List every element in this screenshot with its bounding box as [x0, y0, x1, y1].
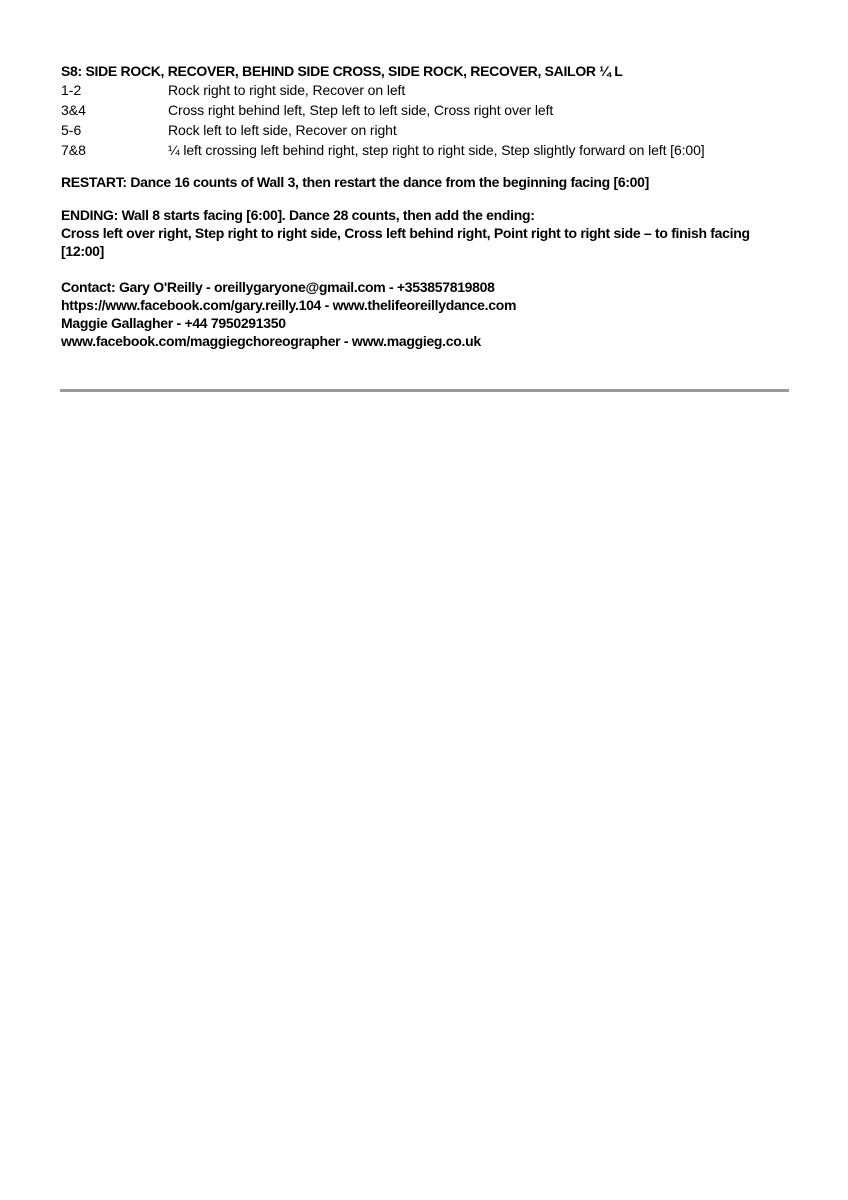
step-row: [61, 120, 789, 140]
stepsheet-page: [61, 62, 789, 350]
step-count: 1-2: [61, 82, 82, 98]
step-count: 5-6: [61, 122, 82, 138]
step-description: Rock left to left side, Recover on right: [168, 122, 397, 138]
ending-note: [61, 206, 789, 260]
contact-line: https://www.facebook.com/gary.reilly.104 - www.thelifeoreillydance.com: [61, 297, 517, 313]
section-title: S8: SIDE ROCK, RECOVER, BEHIND SIDE CROSS, SIDE ROCK, RECOVER, SAILOR ¼ L: [61, 63, 623, 79]
step-row: [61, 80, 789, 100]
step-row: [61, 140, 789, 160]
contact-line: www.facebook.com/maggiegchoreographer - www.maggieg.co.uk: [61, 333, 481, 349]
contact-line: Maggie Gallagher - +44 7950291350: [61, 315, 286, 331]
ending-line: ENDING: Wall 8 starts facing [6:00]. Dance 28 counts, then add the ending:: [61, 207, 535, 223]
step-description: ¼ left crossing left behind right, step right to right side, Step slightly forward on left [6:00]: [168, 142, 705, 158]
step-description: Cross right behind left, Step left to left side, Cross right over left: [168, 102, 554, 118]
contact-line: Contact: Gary O'Reilly - oreillygaryone@gmail.com - +353857819808: [61, 279, 495, 295]
ending-line: Cross left over right, Step right to right side, Cross left behind right, Point right to right side – to finish facing [12:00]: [61, 225, 750, 259]
divider: [60, 389, 789, 392]
restart-note: RESTART: Dance 16 counts of Wall 3, then restart the dance from the beginning facing [6:00]: [61, 174, 650, 190]
step-row: [61, 100, 789, 120]
step-description: Rock right to right side, Recover on left: [168, 82, 406, 98]
contact-info: [61, 278, 789, 350]
step-count: 7&8: [61, 142, 86, 158]
step-count: 3&4: [61, 102, 86, 118]
